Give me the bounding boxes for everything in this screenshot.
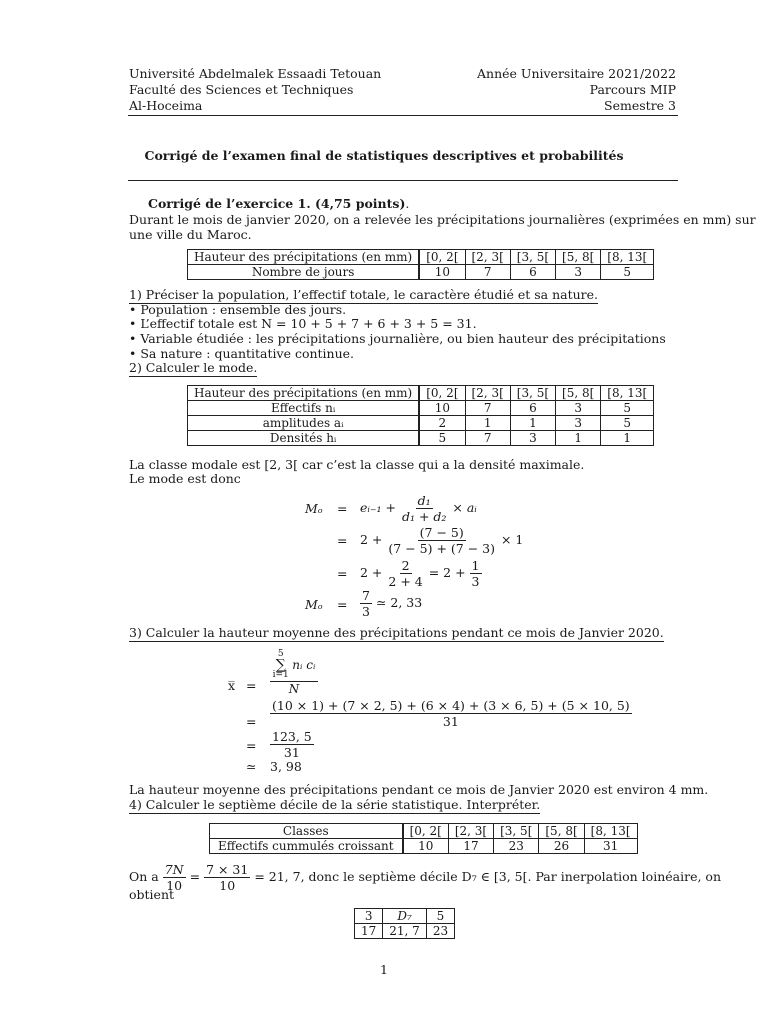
mode-formula-line-3 — [360, 558, 482, 589]
formula-term: = 2 + — [428, 565, 466, 580]
header-right — [477, 66, 676, 114]
question-2-title — [129, 360, 257, 377]
header-rule — [128, 115, 678, 116]
interp-cell: 23 — [426, 924, 454, 939]
table-row — [188, 416, 654, 431]
interp-cell: 21, 7 — [383, 924, 427, 939]
formula-term: 2 + — [360, 532, 383, 547]
faculty-name: Faculté des Sciences et Techniques — [129, 82, 354, 97]
class-cell: [8, 13[ — [601, 250, 654, 265]
decile-text-line-2: obtient — [129, 887, 175, 902]
row-label: Hauteur des précipitations (en mm) — [188, 386, 420, 401]
table-row — [188, 401, 654, 416]
formula-term: × aᵢ — [452, 500, 477, 515]
page-title: Corrigé de l’examen final de statistiques descriptives et probabilités — [144, 148, 624, 163]
amplitude-cell: 2 — [419, 416, 465, 431]
equals-sign: = — [337, 533, 348, 548]
densite-cell: 3 — [510, 431, 555, 446]
heading-tail: . — [405, 196, 410, 211]
numerator: (10 × 1) + (7 × 2, 5) + (6 × 4) + (3 × 6, 5) + (5 × 10, 5) — [272, 698, 630, 713]
table-row — [355, 909, 455, 924]
equals-sign: = — [337, 501, 348, 516]
class-cell: [8, 13[ — [584, 824, 637, 839]
question-4-title — [129, 797, 540, 814]
count-cell: 5 — [601, 265, 654, 280]
class-cell: [2, 3[ — [448, 824, 493, 839]
effectif-cell: 7 — [465, 401, 510, 416]
mode-lhs — [305, 597, 323, 612]
numerator: 7 — [362, 588, 370, 603]
numerator: 7 × 31 — [206, 862, 249, 877]
question-3-title — [129, 625, 664, 642]
formula-term: × 1 — [500, 532, 524, 547]
class-cell: [5, 8[ — [556, 386, 601, 401]
class-cell: [0, 2[ — [403, 824, 449, 839]
text-run: On a — [129, 869, 159, 884]
cumul-cell: 17 — [448, 839, 493, 854]
sum-term: nᵢ cᵢ — [292, 658, 316, 672]
count-cell: 7 — [465, 265, 510, 280]
effectif-cell: 3 — [556, 401, 601, 416]
denominator: 3 — [362, 604, 370, 619]
question-1-text: 1) Préciser la population, l’effectif totale, le caractère étudié et sa nature. — [129, 287, 598, 302]
row-label: amplitudes aᵢ — [188, 416, 420, 431]
amplitude-cell: 5 — [601, 416, 654, 431]
fraction — [270, 698, 632, 729]
densite-cell: 5 — [419, 431, 465, 446]
effectif-cell: 6 — [510, 401, 555, 416]
mode-lhs — [305, 501, 323, 516]
class-cell: [2, 3[ — [465, 250, 510, 265]
modal-class-text: La classe modale est [2, 3[ car c’est la classe qui a la densité maximale. — [129, 457, 585, 472]
equals-sign: = — [246, 678, 257, 693]
numerator: 2 — [401, 558, 410, 573]
interpolation-table — [354, 908, 455, 939]
fraction — [386, 525, 497, 556]
numerator: d₁ — [417, 493, 431, 508]
intro-line-1: Durant le mois de janvier 2020, on a relevée les précipitations journalières (exprimées en mm) sur — [129, 212, 756, 227]
mode-formula-line-1 — [360, 493, 477, 524]
fraction — [386, 558, 424, 589]
equals-sign: = — [337, 566, 348, 581]
table-row — [355, 924, 455, 939]
academic-year: Année Universitaire 2021/2022 — [477, 66, 676, 81]
table-row — [210, 839, 638, 854]
question-2-text: 2) Calculer le mode. — [129, 360, 258, 375]
mean-fraction-1 — [270, 650, 318, 696]
mean-conclusion: La hauteur moyenne des précipitations pendant ce mois de Janvier 2020 est environ 4 mm. — [129, 782, 709, 797]
class-cell: [5, 8[ — [539, 824, 584, 839]
intro-line-2: une ville du Maroc. — [129, 227, 252, 242]
sum-symbol: ∑ — [275, 657, 286, 673]
header-left — [129, 66, 381, 114]
denominator: 10 — [166, 878, 183, 893]
table-row — [188, 250, 654, 265]
cumul-cell: 26 — [539, 839, 584, 854]
class-cell: [0, 2[ — [419, 386, 465, 401]
sum-upper-bound: 5 — [277, 649, 284, 659]
class-cell: [3, 5[ — [494, 824, 539, 839]
numerator: (7 − 5) — [419, 525, 464, 540]
class-cell: [2, 3[ — [465, 386, 510, 401]
sum-lower-bound: i=1 — [272, 670, 289, 680]
fraction — [360, 588, 372, 619]
class-cell: [3, 5[ — [510, 250, 555, 265]
effectif-cell: 10 — [419, 401, 465, 416]
denominator: d₁ + d₂ — [401, 509, 447, 524]
fraction — [470, 558, 482, 589]
fraction — [270, 729, 314, 760]
densite-cell: 1 — [556, 431, 601, 446]
amplitude-cell: 1 — [510, 416, 555, 431]
approx-sign: ≃ — [246, 759, 257, 774]
fraction — [204, 862, 250, 893]
class-cell: [0, 2[ — [419, 250, 465, 265]
formula-term: ≃ 2, 33 — [375, 595, 423, 610]
cumul-cell: 31 — [584, 839, 637, 854]
question-4-text: 4) Calculer le septième décile de la série statistique. Interpréter. — [129, 797, 541, 812]
formula-term: eᵢ₋₁ + — [360, 500, 396, 515]
row-label: Effectifs nᵢ — [188, 401, 420, 416]
amplitude-cell: 1 — [465, 416, 510, 431]
row-label: Classes — [210, 824, 403, 839]
mean-fraction-2 — [270, 698, 632, 729]
equals-sign: = — [246, 738, 257, 753]
cumulative-table — [209, 823, 638, 854]
numerator: 123, 5 — [272, 729, 312, 744]
exercise-heading-text: Corrigé de l’exercice 1. (4,75 points) — [148, 196, 406, 211]
count-cell: 10 — [419, 265, 465, 280]
mode-intro-text: Le mode est donc — [129, 471, 241, 486]
equals-sign: = — [246, 714, 257, 729]
q1-item-population: • Population : ensemble des jours. — [129, 302, 347, 317]
cumul-cell: 23 — [494, 839, 539, 854]
decile-computation: On a $\frac{7N}{10}$ = $\frac{7 \times 31}{10}$ = 21, 7, donc le septième décile D₇ ∈ [3, 5[. Par inerpolation loinéaire, on — [129, 862, 721, 893]
q1-item-effectif: • L’effectif totale est N = 10 + 5 + 7 + 6 + 3 + 5 = 31. — [129, 316, 477, 331]
densite-cell: 7 — [465, 431, 510, 446]
title-rule — [128, 180, 678, 181]
q1-item-nature: • Sa nature : quantitative continue. — [129, 346, 355, 361]
table-row — [188, 386, 654, 401]
fraction — [400, 493, 448, 524]
mean-fraction-3 — [270, 729, 314, 760]
densite-cell: 1 — [601, 431, 654, 446]
denominator: 31 — [283, 745, 300, 760]
class-cell: [3, 5[ — [510, 386, 555, 401]
mode-formula-line-4 — [360, 588, 422, 619]
question-3-text: 3) Calculer la hauteur moyenne des précipitations pendant ce mois de Janvier 2020. — [129, 625, 664, 640]
count-cell: 6 — [510, 265, 555, 280]
interp-cell: 17 — [355, 924, 383, 939]
denominator: 10 — [219, 878, 236, 893]
formula-term: 2 + — [360, 565, 383, 580]
table-row — [188, 431, 654, 446]
mode-formula-line-2 — [360, 525, 523, 556]
numerator: 1 — [471, 558, 480, 573]
mode-symbol: Mₒ — [305, 501, 323, 516]
table-row — [188, 265, 654, 280]
denominator: 2 + 4 — [388, 574, 423, 589]
denominator: N — [288, 682, 300, 696]
mode-symbol: Mₒ — [305, 597, 323, 612]
mean-result: 3, 98 — [270, 759, 302, 774]
mean-symbol: x̅ — [228, 678, 236, 693]
numerator — [270, 650, 318, 682]
page-number: 1 — [380, 962, 388, 977]
q1-item-variable: • Variable étudiée : les précipitations journalière, ou bien hauteur des précipitations — [129, 331, 666, 346]
count-cell: 3 — [556, 265, 601, 280]
interp-cell: 3 — [355, 909, 383, 924]
effectif-cell: 5 — [601, 401, 654, 416]
denominator: 3 — [471, 574, 480, 589]
university-name: Université Abdelmalek Essaadi Tetouan — [129, 66, 382, 81]
city-name: Al-Hoceima — [129, 98, 203, 113]
denominator: 31 — [442, 714, 459, 729]
row-label: Densités hᵢ — [188, 431, 420, 446]
amplitude-cell: 3 — [556, 416, 601, 431]
mode-table — [187, 385, 654, 446]
table-row — [210, 824, 638, 839]
interp-cell: D₇ — [383, 909, 427, 924]
row-label: Nombre de jours — [188, 265, 420, 280]
exercise-heading — [148, 196, 409, 211]
interp-cell: 5 — [426, 909, 454, 924]
class-cell: [8, 13[ — [601, 386, 654, 401]
precipitation-table — [187, 249, 654, 280]
program-name: Parcours MIP — [589, 82, 676, 97]
class-cell: [5, 8[ — [556, 250, 601, 265]
row-label: Hauteur des précipitations (en mm) — [188, 250, 420, 265]
cumul-cell: 10 — [403, 839, 449, 854]
equals-sign: = — [337, 597, 348, 612]
text-run: = 21, 7, donc le septième décile D₇ ∈ [3, 5[. Par inerpolation loinéaire, on — [254, 869, 721, 884]
row-label: Effectifs cummulés croissant — [210, 839, 403, 854]
numerator: 7N — [164, 862, 184, 877]
semester: Semestre 3 — [604, 98, 676, 113]
denominator: (7 − 5) + (7 − 3) — [388, 541, 495, 556]
